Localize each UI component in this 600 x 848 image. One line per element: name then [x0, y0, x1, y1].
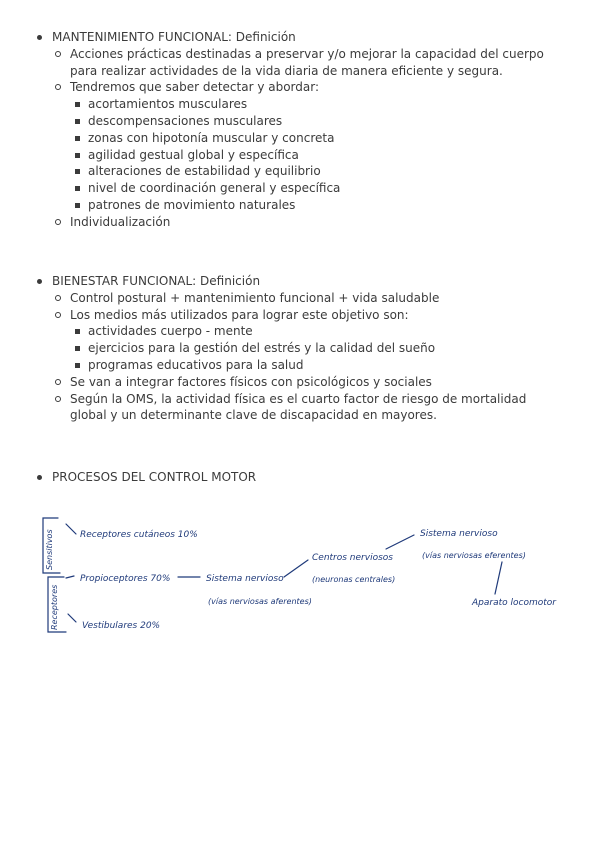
connector-line: [68, 614, 76, 622]
section-title: [36, 469, 566, 486]
list-item: descompensaciones musculares: [70, 113, 566, 130]
box-sensitivos-label: Sensitivos: [45, 529, 54, 570]
section-title: [36, 273, 566, 424]
connector-line: [284, 560, 308, 577]
item-text: Individualización: [70, 214, 171, 229]
label-vestibulares: Vestibulares 20%: [82, 621, 161, 631]
connector-line: [386, 535, 414, 549]
connector-line: [66, 524, 76, 534]
list-item: ejercicios para la gestión del estrés y la calidad del sueño: [70, 340, 566, 357]
list-item: [52, 214, 566, 231]
label-sistema-nervioso-1: Sistema nervioso: [206, 574, 284, 584]
section-mantenimiento: [36, 29, 566, 231]
item-text: Acciones prácticas destinadas a preservar y/o mejorar la capacidad del cuerpo para realizar actividades de la vida diaria de manera eficiente y segura.: [70, 46, 544, 78]
label-receptores-cutaneos: Receptores cutáneos 10%: [80, 530, 198, 540]
sub-sublist: [70, 323, 566, 373]
item-text: Se van a integrar factores físicos con psicológicos y sociales: [70, 374, 432, 389]
label-propioceptores: Propioceptores 70%: [80, 574, 171, 584]
label-aparato-locomotor: Aparato locomotor: [472, 598, 556, 608]
item-text: Según la OMS, la actividad física es el cuarto factor de riesgo de mortalidad global y un determinante clave de discapacidad en mayores.: [70, 391, 527, 423]
list-item: [52, 307, 566, 374]
list-item: acortamientos musculares: [70, 96, 566, 113]
label-centros-nerviosos: Centros nerviosos: [312, 553, 393, 563]
list-item: zonas con hipotonía muscular y concreta: [70, 130, 566, 147]
control-motor-diagram: [40, 510, 565, 645]
list-item: agilidad gestual global y específica: [70, 147, 566, 164]
section-heading: PROCESOS DEL CONTROL MOTOR: [52, 470, 257, 484]
section-heading: MANTENIMIENTO FUNCIONAL: Definición: [52, 30, 296, 44]
item-text: Los medios más utilizados para lograr este objetivo son:: [70, 307, 409, 322]
sub-sublist: [70, 96, 566, 214]
list-item: [52, 79, 566, 213]
connector-line: [495, 562, 502, 594]
label-vias-eferentes: (vías nerviosas eferentes): [422, 551, 526, 560]
section-heading: BIENESTAR FUNCIONAL: Definición: [52, 274, 261, 288]
item-text: Tendremos que saber detectar y abordar:: [70, 80, 319, 95]
connector-line: [66, 576, 74, 578]
list-item: [52, 374, 566, 391]
list-item: programas educativos para la salud: [70, 357, 566, 374]
box-receptores-label: Receptores: [50, 584, 59, 630]
list-item: [52, 290, 566, 307]
list-item: patrones de movimiento naturales: [70, 197, 566, 214]
list-item: [52, 391, 566, 425]
sublist: [52, 46, 566, 231]
sublist: [52, 290, 566, 424]
list-item: nivel de coordinación general y específica: [70, 180, 566, 197]
label-neuronas-centrales: (neuronas centrales): [312, 575, 396, 584]
label-vias-aferentes: (vías nerviosas aferentes): [208, 597, 312, 606]
list-item: actividades cuerpo - mente: [70, 323, 566, 340]
list-item: [52, 46, 566, 80]
label-sistema-nervioso-2: Sistema nervioso: [420, 529, 498, 539]
item-text: Control postural + mantenimiento funcional + vida saludable: [70, 290, 440, 305]
section-title: [36, 29, 566, 231]
section-bienestar: [36, 273, 566, 424]
list-item: alteraciones de estabilidad y equilibrio: [70, 163, 566, 180]
section-procesos: [36, 469, 566, 486]
